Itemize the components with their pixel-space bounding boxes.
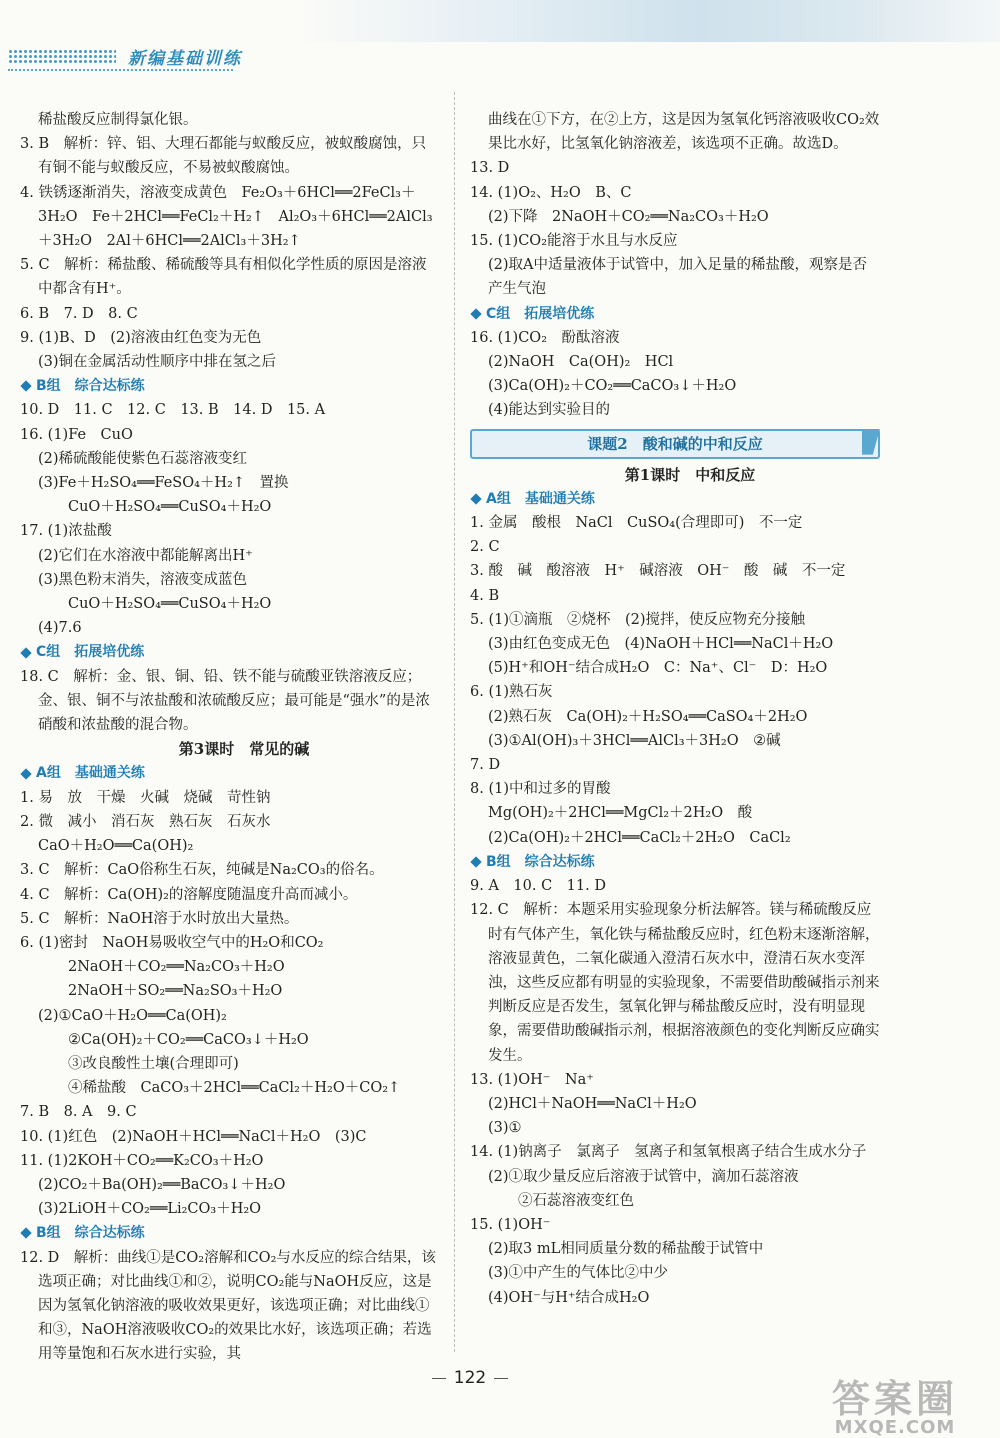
answer-line: (2)Ca(OH)₂＋2HCl══CaCl₂＋2H₂O CaCl₂: [488, 829, 791, 846]
answer-line: 12. D 解析：曲线①是CO₂溶解和CO₂与水反应的综合结果，该选项正确；对比曲线①和②，说明CO₂能与NaOH反应，这是因为氢氧化钠溶液的吸收效果更好，该选项正确；对比曲线①和③，NaOH溶液吸收CO₂的效果比水好，该选项正确；若选用等量饱和石灰水进行实验，其: [20, 1249, 436, 1363]
answer-line: (2)CO₂＋Ba(OH)₂══BaCO₃↓＋H₂O: [38, 1176, 286, 1193]
group-heading: [20, 1221, 438, 1245]
answer-line: 5. C 解析：NaOH溶于水时放出大量热。: [20, 910, 299, 927]
series-title: 新编基础训练: [128, 48, 242, 69]
answer-line: (2)稀硫酸能使紫色石蕊溶液变红: [38, 450, 248, 467]
answer-line: 4. 铁锈逐渐消失，溶液变成黄色 Fe₂O₃＋6HCl══2FeCl₃＋3H₂O Fe＋2HCl══FeCl₂＋H₂↑ Al₂O₃＋6HCl══2AlCl₃＋3H₂O 2Al＋6HCl══2AlCl₃＋3H₂↑: [20, 184, 433, 250]
page-number: [0, 1368, 940, 1388]
answer-line: (4)7.6: [38, 620, 82, 637]
group-heading: [470, 850, 880, 874]
topic-banner: 课题2 酸和碱的中和反应: [470, 429, 880, 459]
diamond-icon: [470, 493, 481, 504]
answer-line: 15. (1)OH⁻: [470, 1216, 551, 1233]
page-number-text: 122: [453, 1368, 487, 1388]
answer-line: 稀盐酸反应制得氯化银。: [38, 112, 198, 128]
diamond-icon: [470, 856, 481, 867]
answer-line: (3)铜在金属活动性顺序中排在氢之后: [38, 354, 277, 371]
watermark-text-bottom: MXQE.COM: [834, 1417, 956, 1438]
answer-line: 6. (1)密封 NaOH易吸收空气中的H₂O和CO₂: [20, 934, 324, 951]
answer-line: (5)H⁺和OH⁻结合成H₂O C：Na⁺、Cl⁻ D：H₂O: [488, 660, 828, 677]
diamond-icon: [20, 1228, 31, 1239]
answer-line: (3)Ca(OH)₂＋CO₂══CaCO₃↓＋H₂O: [488, 378, 737, 395]
answer-line: ②Ca(OH)₂＋CO₂══CaCO₃↓＋H₂O: [68, 1031, 309, 1048]
answer-line: 1. 易 放 干燥 火碱 烧碱 苛性钠: [20, 789, 271, 806]
answer-line: 2. C: [470, 539, 500, 556]
answer-line: (2)①取少量反应后溶液于试管中，滴加石蕊溶液: [488, 1168, 799, 1185]
answer-line: (4)OH⁻与H⁺结合成H₂O: [488, 1289, 650, 1306]
answer-line: 15. (1)CO₂能溶于水且与水反应: [470, 233, 678, 250]
answer-line: 曲线在①下方，在②上方，这是因为氢氧化钙溶液吸收CO₂效果比水好，比氢氧化钠溶液差，该选项不正确。故选D。: [488, 112, 880, 153]
answer-line: ②石蕊溶液变红色: [518, 1192, 634, 1209]
answer-line: (2)①CaO＋H₂O══Ca(OH)₂: [38, 1007, 227, 1024]
answer-line: (2)HCl＋NaOH══NaCl＋H₂O: [488, 1095, 697, 1112]
diamond-icon: [20, 768, 31, 779]
answer-line: 16. (1)CO₂ 酚酞溶液: [470, 329, 620, 346]
dot-pattern-icon: [8, 49, 116, 63]
answer-line: 1. 金属 酸根 NaCl CuSO₄(合理即可) 不一定: [470, 515, 803, 532]
answer-line: 8. (1)中和过多的胃酸: [470, 781, 611, 798]
watermark-text-top: 答案圈: [831, 1377, 958, 1421]
group-heading: [470, 487, 880, 511]
answer-line: 6. B 7. D 8. C: [20, 305, 138, 322]
answer-line: 12. C 解析：本题采用实验现象分析法解答。镁与稀硫酸反应时有气体产生，氧化铁与稀盐酸反应时，红色粉末逐渐溶解，溶液显黄色，二氧化碳通入澄清石灰水中，澄清石灰水变浑浊，这些反应都有明显的实验现象，不需要借助酸碱指示剂来判断反应是否发生，氢氧化钾与稀盐酸反应时，没有明显现象，需要借助酸碱指示剂，根据溶液颜色的变化判断反应确实发生。: [470, 902, 880, 1064]
answer-line: 5. (1)①滴瓶 ②烧杯 (2)搅拌，使反应物充分接触: [470, 611, 806, 628]
group-heading-text: A组 基础通关练: [486, 490, 595, 507]
answer-line: 14. (1)O₂、H₂O B、C: [470, 184, 632, 201]
group-heading: [20, 374, 438, 398]
answer-line: 3. B 解析：锌、铝、大理石都能与蚁酸反应，被蚁酸腐蚀，只有铜不能与蚁酸反应，不易被蚁酸腐蚀。: [20, 136, 427, 177]
group-heading-text: C组 拓展培优练: [486, 305, 595, 322]
answer-line: 7. D: [470, 757, 501, 774]
group-heading-text: A组 基础通关练: [36, 765, 145, 782]
lesson-title: 第1课时 中和反应: [624, 465, 756, 484]
answer-line: 18. C 解析：金、银、铜、铅、铁不能与硫酸亚铁溶液反应；金、银、铜不与浓盐酸和浓硫酸反应；最可能是“强水”的是浓硝酸和浓盐酸的混合物。: [20, 668, 430, 734]
group-heading-text: B组 综合达标练: [36, 378, 145, 395]
answer-line: 10. D 11. C 12. C 13. B 14. D 15. A: [20, 402, 326, 419]
answer-line: (2)取3 mL相同质量分数的稀盐酸于试管中: [488, 1241, 764, 1258]
answer-line: (2)它们在水溶液中都能解离出H⁺: [38, 547, 253, 564]
answer-line: (3)①: [488, 1120, 522, 1137]
answer-line: 5. C 解析：稀盐酸、稀硫酸等具有相似化学性质的原因是溶液中都含有H⁺。: [20, 257, 427, 298]
header-rule: [8, 69, 233, 71]
diamond-icon: [20, 647, 31, 658]
answer-line: 6. (1)熟石灰: [470, 684, 553, 701]
group-heading: [20, 640, 438, 664]
right-column: [470, 108, 880, 1310]
answer-line: 11. (1)2KOH＋CO₂══K₂CO₃＋H₂O: [20, 1152, 264, 1169]
answer-line: (2)取A中适量液体于试管中，加入足量的稀盐酸，观察是否产生气泡: [488, 257, 868, 298]
answer-line: 16. (1)Fe CuO: [20, 426, 133, 443]
answer-line: Mg(OH)₂＋2HCl══MgCl₂＋2H₂O 酸: [488, 805, 753, 822]
answer-line: ④稀盐酸 CaCO₃＋2HCl══CaCl₂＋H₂O＋CO₂↑: [68, 1080, 401, 1097]
answer-line: 7. B 8. A 9. C: [20, 1104, 137, 1121]
page-header: [8, 44, 242, 68]
group-heading-text: B组 综合达标练: [486, 853, 595, 870]
answer-line: (2)NaOH Ca(OH)₂ HCl: [488, 354, 674, 371]
group-heading: [470, 302, 880, 326]
top-decorative-band: [0, 0, 1000, 42]
group-heading-text: C组 拓展培优练: [36, 644, 145, 661]
answer-line: (4)能达到实验目的: [488, 402, 611, 419]
answer-line: 10. (1)红色 (2)NaOH＋HCl══NaCl＋H₂O (3)C: [20, 1128, 367, 1145]
answer-line: 2NaOH＋CO₂══Na₂CO₃＋H₂O: [68, 959, 285, 976]
answer-line: CuO＋H₂SO₄══CuSO₄＋H₂O: [68, 596, 272, 613]
answer-line: 13. D: [470, 160, 510, 177]
answer-line: (3)由红色变成无色 (4)NaOH＋HCl══NaCl＋H₂O: [488, 636, 834, 653]
diamond-icon: [470, 308, 481, 319]
answer-line: 4. C 解析：Ca(OH)₂的溶解度随温度升高而减小。: [20, 886, 358, 903]
answer-line: 13. (1)OH⁻ Na⁺: [470, 1071, 594, 1088]
answer-line: 9. A 10. C 11. D: [470, 878, 606, 895]
answer-line: 2NaOH＋SO₂══Na₂SO₃＋H₂O: [68, 983, 283, 1000]
lesson-title: 第3课时 常见的碱: [178, 740, 310, 759]
answer-line: (2)熟石灰 Ca(OH)₂＋H₂SO₄══CaSO₄＋2H₂O: [488, 708, 808, 725]
answer-line: 17. (1)浓盐酸: [20, 523, 112, 540]
answer-line: (3)①Al(OH)₃＋3HCl══AlCl₃＋3H₂O ②碱: [488, 732, 781, 749]
answer-line: 4. B: [470, 587, 500, 604]
answer-line: (3)①中产生的气体比②中少: [488, 1265, 669, 1282]
group-heading: [20, 761, 438, 785]
answer-line: ③改良酸性土壤(合理即可): [68, 1055, 239, 1072]
answer-line: CaO＋H₂O══Ca(OH)₂: [38, 838, 194, 855]
answer-line: 3. C 解析：CaO俗称生石灰，纯碱是Na₂CO₃的俗名。: [20, 862, 384, 879]
watermark-logo: [810, 1368, 980, 1438]
answer-line: (2)下降 2NaOH＋CO₂══Na₂CO₃＋H₂O: [488, 208, 769, 225]
answer-line: CuO＋H₂SO₄══CuSO₄＋H₂O: [68, 499, 272, 516]
column-divider: [454, 92, 455, 1352]
answer-line: 3. 酸 碱 酸溶液 H⁺ 碱溶液 OH⁻ 酸 碱 不一定: [470, 563, 846, 580]
answer-line: (3)2LiOH＋CO₂══Li₂CO₃＋H₂O: [38, 1201, 262, 1218]
answer-line: 9. (1)B、D (2)溶液由红色变为无色: [20, 329, 262, 346]
answer-line: 14. (1)钠离子 氯离子 氢离子和氢氧根离子结合生成水分子: [470, 1144, 867, 1161]
answer-line: (3)Fe＋H₂SO₄══FeSO₄＋H₂↑ 置换: [38, 475, 289, 492]
answer-line: (3)黑色粉末消失，溶液变成蓝色: [38, 571, 248, 588]
group-heading-text: B组 综合达标练: [36, 1225, 145, 1242]
diamond-icon: [20, 381, 31, 392]
left-column: [20, 108, 438, 1367]
answer-line: 2. 微 减小 消石灰 熟石灰 石灰水: [20, 813, 271, 830]
